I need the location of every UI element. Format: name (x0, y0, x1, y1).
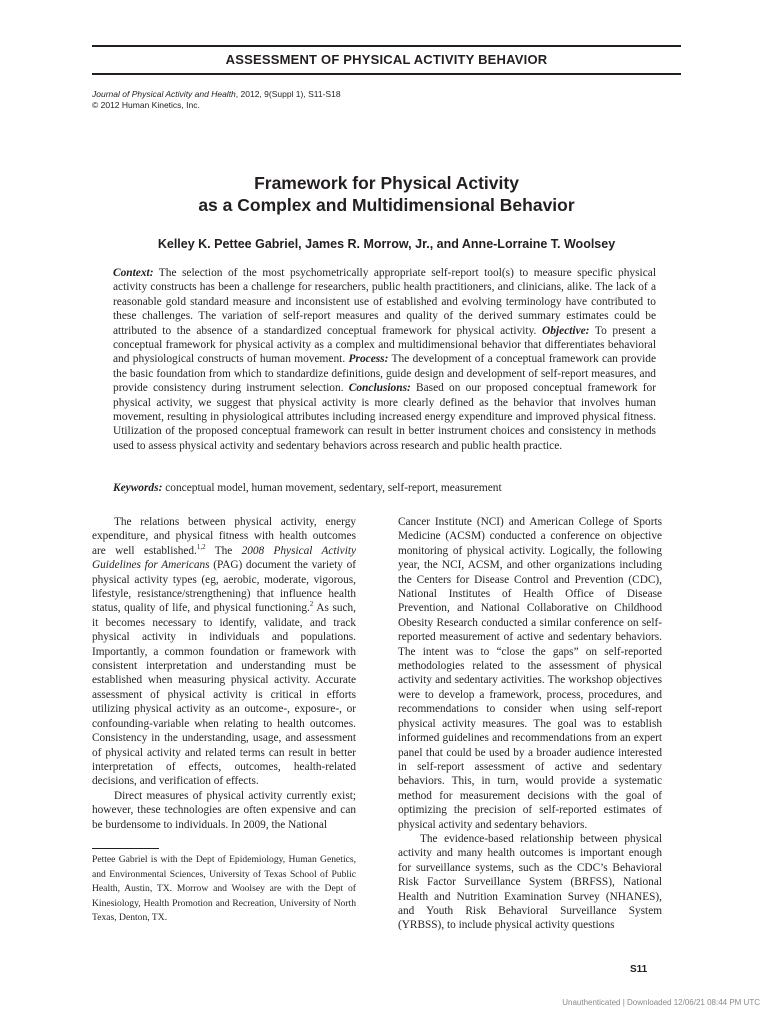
abstract-objective-text: To present a conceptual framework for physical activity as a complex and multidimensional behavior that differentiates behavioral and physiological constructs of human movement. (113, 324, 656, 366)
article-title: Framework for Physical Activity as a Complex and Multidimensional Behavior (198, 173, 575, 215)
body-paragraph: The evidence-based relationship between physical activity and many health outcomes is important enough for surveillance systems, such as the CDC’s Behavioral Risk Factor Surveillance System (BRFSS), National Health and Nutrition Examination Survey (NHANES), and Youth Risk Behavioral Surveillance System (YRBSS), to include physical activity questions (398, 832, 662, 932)
body-paragraph: The relations between physical activity, energy expenditure, and physical fitness with health outcomes are well established.$^{1,2}$ The 2008 Physical Activity Guidelines for Americans (PAG) document the variety of physical activity types (eg, aerobic, moderate, vigorous, lifestyle, resistance/strengthening) that influence health status, quality of life, and physical functioning.$^2$ As such, it becomes necessary to identify, validate, and track physical activity in individuals and populations. Importantly, a common foundation or framework with consistent interpretation and understanding must be established when measuring physical activity. Accurate assessment of physical activity is critical in efforts utilizing physical activity as an outcome-, exposure-, or confounding-variable when relating to health outcomes. Consistency in the understanding, usage, and assessment of physical activity and related terms can result in better interpretation of effects, outcomes, health-related decisions, and verification of effects. (92, 516, 356, 788)
body-column-left (92, 515, 356, 832)
abstract-context-text: The selection of the most psychometrically appropriate self-report tool(s) to measure specific physical activity constructs has been a challenge for researchers, public health practitioners, and clinicians, alike. The lack of a reasonable gold standard measure and inconsistent use of established and evolving terminology have contributed to these challenges. The variation of self-report measures and quality of the derived summary estimates could be attributed to the absence of a standardized conceptual framework for physical activity. (113, 267, 656, 337)
header-bottom-rule (92, 73, 681, 75)
guidelines-title: 2008 Physical Activity Guidelines for Americans (92, 544, 356, 572)
author-list: Kelley K. Pettee Gabriel, James R. Morrow, Jr., and Anne-Lorraine T. Woolsey (157, 237, 616, 251)
keywords-label: Keywords: (113, 482, 163, 494)
abstract-context-label: Context: (113, 267, 154, 279)
journal-volume: , 2012, 9(Suppl 1), S11-S18 (235, 89, 341, 99)
copyright: © 2012 Human Kinetics, Inc. (92, 99, 200, 110)
abstract-conclusions-label: Conclusions: (348, 382, 411, 395)
citation-ref: 2 (309, 600, 314, 609)
abstract-conclusions-text: Based on our proposed conceptual framework for physical activity, we suggest that physical activity is more clearly defined as the behavior that involves human movement, resulting in physiological attributes including increased energy expenditure and improved physical fitness. Utilization of the proposed conceptual framework can result in better instrument choices and consistency in methods used to assess physical activity and sedentary behaviors across research and public health practice. (113, 382, 656, 452)
abstract-objective-label: Objective: (542, 324, 590, 337)
page-number: S11 (630, 964, 648, 975)
header-top-rule (92, 45, 681, 47)
download-notice: Unauthenticated | Downloaded 12/06/21 08:44 PM UTC (562, 998, 760, 1007)
author-affiliation-footnote: Pettee Gabriel is with the Dept of Epidemiology, Human Genetics, and Environmental Sciences, University of Texas School of Public Health, Austin, TX. Morrow and Woolsey are with the Dept of Kinesiology, Health Promotion and Recreation, University of North Texas, Denton, TX. (92, 854, 356, 924)
abstract-process-label: Process: (348, 353, 389, 366)
body-paragraph: Direct measures of physical activity currently exist; however, these technologies are often expensive and can be burdensome to individuals. In 2009, the National (92, 789, 356, 831)
abstract-process-text: The development of a conceptual framework can provide the basic foundation from which to standardize definitions, guide design and development of self-report measures, and provide consistency during instrument selection. (113, 353, 656, 395)
abstract (113, 266, 656, 453)
body-column-right (398, 515, 662, 933)
journal-name: Journal of Physical Activity and Health (92, 89, 236, 99)
citation-ref: 1,2 (196, 543, 206, 552)
footnote-rule (92, 848, 159, 849)
section-title: ASSESSMENT OF PHYSICAL ACTIVITY BEHAVIOR (225, 52, 548, 67)
keywords (113, 482, 656, 494)
journal-citation (92, 89, 341, 110)
keywords-text: conceptual model, human movement, sedentary, self-report, measurement (162, 482, 502, 494)
body-paragraph: Cancer Institute (NCI) and American College of Sports Medicine (ACSM) conducted a conference on objective monitoring of physical activity. Logically, the following year, the NCI, ACSM, and other organizations including the Centers for Disease Control and Prevention (CDC), National Institutes of Health Office of Disease Prevention, and National Collaborative on Childhood Obesity Research conducted a similar conference on self-reported measurement of active and sedentary behaviors. The intent was to “close the gaps” on self-reported methodologies related to the assessment of physical activity and sedentary activities. The workshop objectives were to develop a framework, process, procedures, and recommendations to consider when using self-report physical activity measures. The goal was to establish informed guidelines and recommendations from an expert panel that could be used by a broader audience interested in self-report assessment of active and sedentary behaviors. This, in turn, would provide a systematic method for measurement decisions with the goal of optimizing the precision of self-reported estimates of physical activity and sedentary behaviors. (398, 516, 662, 831)
